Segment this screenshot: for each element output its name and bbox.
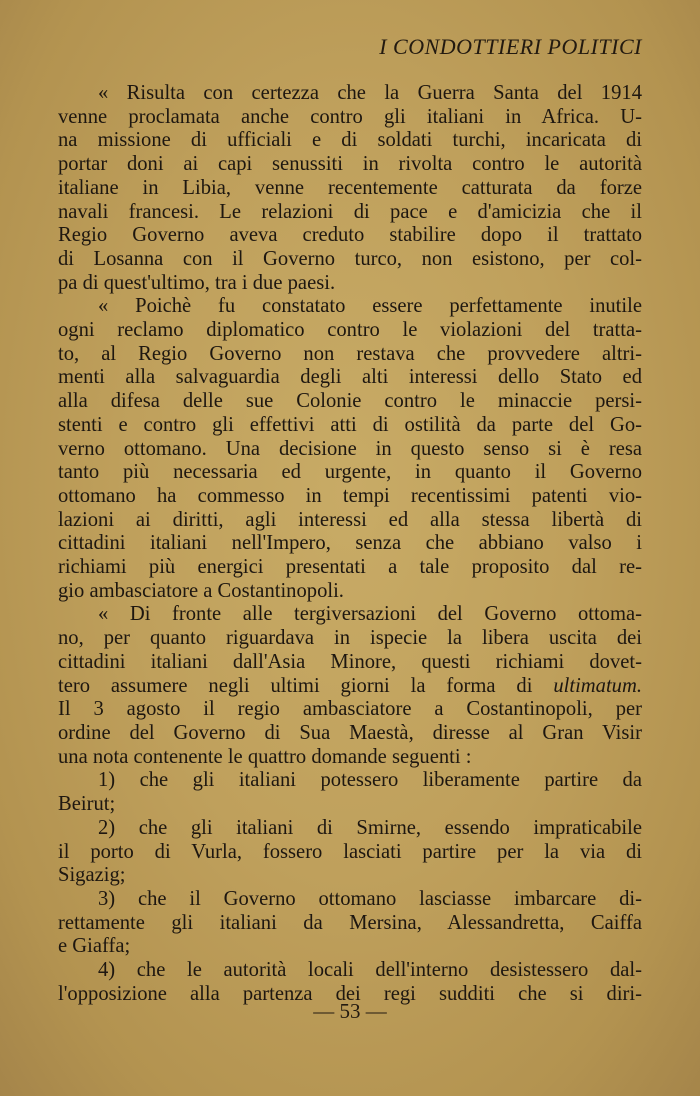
- text-line: alla difesa delle sue Colonie contro le minaccie persi-: [58, 390, 642, 413]
- text-line: portar doni ai capi senussiti in rivolta contro le autorità: [58, 153, 642, 176]
- list-item-3: [58, 888, 642, 959]
- text-line: 4) che le autorità locali dell'interno desistessero dal-: [98, 959, 642, 982]
- text-line: rettamente gli italiani da Mersina, Alessandretta, Caiffa: [58, 911, 642, 934]
- text-line: Il 3 agosto il regio ambasciatore a Costantinopoli, per: [58, 698, 642, 721]
- text-line: to, al Regio Governo non restava che provvedere altri-: [58, 342, 642, 365]
- emphasized-word: ultimatum.: [553, 674, 642, 697]
- text-line: italiane in Libia, venne recentemente catturata da forze: [58, 176, 642, 199]
- text-line: l'opposizione alla partenza dei regi sudditi che si diri-: [58, 982, 642, 1005]
- text-line: « Poichè fu constatato essere perfettamente inutile: [98, 295, 642, 318]
- text-line: cittadini italiani dall'Asia Minore, questi richiami dovet-: [58, 650, 642, 673]
- text-fragment: tero assumere negli ultimi giorni la forma di: [58, 674, 533, 697]
- paragraph-3: [58, 603, 642, 769]
- text-line: il porto di Vurla, fossero lasciati partire per la via di: [58, 840, 642, 863]
- list-item-1: [58, 769, 642, 816]
- text-line: lazioni ai diritti, agli interessi ed alla stessa libertà di: [58, 508, 642, 531]
- text-line: tanto più necessaria ed urgente, in quanto il Governo: [58, 461, 642, 484]
- text-line: na missione di ufficiali e di soldati turchi, incaricata di: [58, 129, 642, 152]
- text-line-with-emphasis: [58, 675, 642, 699]
- text-line: 1) che gli italiani potessero liberamente partire da: [98, 769, 642, 792]
- text-line: ordine del Governo di Sua Maestà, diresse al Gran Visir: [58, 721, 642, 744]
- text-line: di Losanna con il Governo turco, non esistono, per col-: [58, 247, 642, 270]
- page-body-text: [58, 82, 642, 1006]
- running-header: I CONDOTTIERI POLITICI: [379, 34, 642, 59]
- text-line: ogni reclamo diplomatico contro le violazioni del tratta-: [58, 319, 642, 342]
- text-line: Regio Governo aveva creduto stabilire dopo il trattato: [58, 224, 642, 247]
- text-line: « Risulta con certezza che la Guerra Santa del 1914: [98, 82, 642, 104]
- text-line: venne proclamata anche contro gli italiani in Africa. U-: [58, 105, 642, 128]
- text-line: ottomano ha commesso in tempi recentissimi patenti vio-: [58, 484, 642, 507]
- list-item-2: [58, 817, 642, 888]
- text-line: e Giaffa;: [58, 935, 131, 958]
- text-line: verno ottomano. Una decisione in questo senso si è resa: [58, 437, 642, 460]
- text-line: 3) che il Governo ottomano lasciasse imbarcare di-: [98, 887, 642, 910]
- text-line: navali francesi. Le relazioni di pace e d'amicizia che il: [58, 200, 642, 223]
- text-line: stenti e contro gli effettivi atti di ostilità da parte del Go-: [58, 413, 642, 436]
- text-line: una nota contenente le quattro domande seguenti :: [58, 745, 472, 768]
- text-line: richiami più energici presentati a tale proposito dal re-: [58, 556, 642, 579]
- text-line: Beirut;: [58, 793, 116, 816]
- paragraph-1: [58, 82, 642, 295]
- text-line: gio ambasciatore a Costantinopoli.: [58, 579, 344, 602]
- paragraph-2: [58, 295, 642, 603]
- text-line: « Di fronte alle tergiversazioni del Governo ottoma-: [98, 603, 642, 626]
- text-line: cittadini italiani nell'Impero, senza che abbiano valso i: [58, 532, 642, 555]
- text-line: pa di quest'ultimo, tra i due paesi.: [58, 271, 336, 294]
- text-line: no, per quanto riguardava in ispecie la libera uscita dei: [58, 627, 642, 650]
- text-line: menti alla salvaguardia degli alti interessi dello Stato ed: [58, 366, 642, 389]
- text-line: Sigazig;: [58, 864, 126, 887]
- text-line: 2) che gli italiani di Smirne, essendo impraticabile: [98, 816, 642, 839]
- page-number: — 53 —: [313, 999, 387, 1023]
